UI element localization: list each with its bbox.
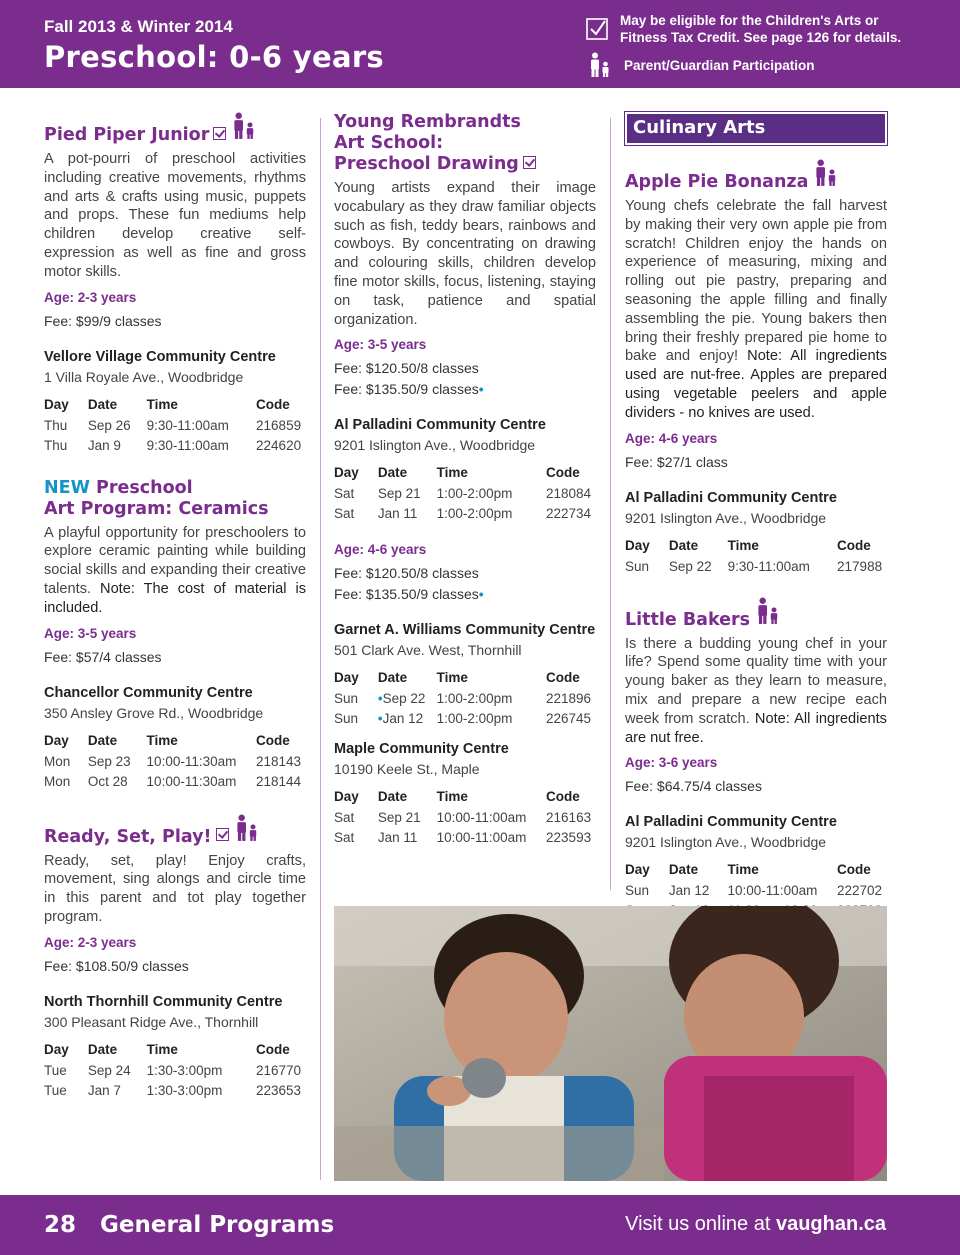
cell-time: 1:00-2:00pm bbox=[436, 486, 513, 502]
age-range: Age: 3-5 years bbox=[44, 625, 137, 641]
venue-address: 10190 Keele St., Maple bbox=[334, 761, 480, 778]
schedule-row bbox=[625, 881, 887, 901]
date-text: Sep 22 bbox=[382, 691, 426, 707]
cell-date: Sep 21 bbox=[377, 486, 421, 502]
schedule-row bbox=[44, 436, 306, 456]
description-text: Is there a budding young chef in your life? Spend some quality time with your young baker as they learn to measure, mix and prepare a new recipe each week from scratch. bbox=[625, 635, 887, 727]
age-range: Age: 2-3 years bbox=[44, 934, 137, 950]
cell-time: 10:00-11:00am bbox=[436, 810, 527, 826]
note-text: Note: All ingredients are nut free. bbox=[625, 710, 887, 746]
schedule-header bbox=[334, 789, 596, 808]
venue-name: Al Palladini Community Centre bbox=[334, 417, 546, 434]
program-little-bakers bbox=[625, 597, 887, 922]
cell-code: 226745 bbox=[546, 711, 592, 727]
program-apple-pie bbox=[625, 159, 887, 577]
schedule-row bbox=[44, 1081, 306, 1101]
program-title-text: Art Program: Ceramics bbox=[44, 498, 269, 519]
schedule-row bbox=[44, 1061, 306, 1081]
cell-day: Sun bbox=[625, 558, 650, 574]
cell-code: 216859 bbox=[256, 417, 302, 433]
cell-code: 222702 bbox=[837, 883, 883, 899]
section-name: General Programs bbox=[100, 1212, 335, 1238]
schedule-row bbox=[334, 709, 596, 729]
cell-time: 1:30-3:00pm bbox=[146, 1062, 223, 1078]
tax-credit-icon bbox=[523, 156, 536, 169]
parent-child-icon bbox=[233, 814, 259, 848]
schedule-table bbox=[44, 1042, 306, 1101]
cell-date: Sep 23 bbox=[87, 753, 131, 769]
photo-illustration bbox=[334, 906, 887, 1181]
website-note bbox=[625, 1213, 886, 1236]
section-heading-culinary: Culinary Arts bbox=[625, 112, 887, 145]
schedule-row bbox=[625, 557, 887, 577]
cell-date: Sep 22 bbox=[668, 558, 712, 574]
parent-child-icon bbox=[230, 112, 256, 146]
cell-date: Jan 9 bbox=[87, 437, 121, 453]
col-code: Code bbox=[546, 670, 580, 686]
parent-child-icon bbox=[812, 159, 838, 193]
cell-time: 10:00-11:00am bbox=[727, 883, 818, 899]
schedule-row bbox=[334, 689, 596, 709]
schedule-header bbox=[334, 465, 596, 484]
page-number: 28 bbox=[44, 1212, 77, 1238]
cell-day: Sat bbox=[334, 506, 355, 522]
cell-time: 9:30-11:00am bbox=[727, 558, 810, 574]
fee bbox=[334, 379, 596, 399]
cell-time: 10:00-11:00am bbox=[436, 830, 527, 846]
col-date: Date bbox=[87, 396, 118, 412]
fee: Fee: $108.50/9 classes bbox=[44, 957, 189, 974]
col-code: Code bbox=[837, 537, 871, 553]
program-young-rembrandts bbox=[334, 112, 596, 848]
cell-code: 218084 bbox=[546, 486, 592, 502]
age-range: Age: 4-6 years bbox=[334, 542, 427, 558]
legend-parent bbox=[586, 52, 926, 78]
col-day: Day bbox=[334, 789, 359, 805]
cell-date bbox=[378, 689, 437, 709]
col-day: Day bbox=[334, 465, 359, 481]
cell-date: Jan 11 bbox=[377, 506, 418, 522]
schedule-row bbox=[44, 416, 306, 436]
program-title bbox=[625, 597, 887, 631]
venue-name: Chancellor Community Centre bbox=[44, 684, 253, 701]
fee-text: Fee: $135.50/9 classes bbox=[334, 381, 479, 398]
col-time: Time bbox=[436, 670, 468, 686]
program-title bbox=[625, 159, 887, 193]
venue-name: Al Palladini Community Centre bbox=[625, 489, 837, 506]
program-title-text: Pied Piper Junior bbox=[44, 125, 210, 145]
cell-code: 223653 bbox=[256, 1082, 302, 1098]
cell-time: 10:00-11:30am bbox=[146, 753, 237, 769]
fee: Fee: $99/9 classes bbox=[44, 312, 162, 329]
venue-name: Garnet A. Williams Community Centre bbox=[334, 622, 596, 639]
cell-date: Sep 24 bbox=[87, 1062, 131, 1078]
column-middle bbox=[334, 112, 596, 848]
cell-code: 223593 bbox=[546, 830, 592, 846]
note-text: Note: The cost of material is included. bbox=[44, 580, 306, 616]
col-date: Date bbox=[377, 789, 408, 805]
venue-address: 350 Ansley Grove Rd., Woodbridge bbox=[44, 704, 264, 721]
schedule-header bbox=[334, 670, 596, 689]
col-day: Day bbox=[334, 670, 359, 686]
fee: Fee: $120.50/8 classes bbox=[334, 360, 479, 377]
tax-credit-icon bbox=[213, 127, 226, 140]
age-range: Age: 3-6 years bbox=[625, 755, 718, 771]
cell-day: Thu bbox=[44, 437, 68, 453]
program-title bbox=[334, 112, 596, 175]
program-pied-piper bbox=[44, 112, 306, 456]
schedule-row bbox=[334, 504, 596, 524]
program-ceramics bbox=[44, 478, 306, 792]
tax-credit-icon bbox=[216, 828, 229, 841]
checkbox-icon bbox=[586, 18, 608, 40]
cell-day: Sun bbox=[625, 883, 650, 899]
cell-code: 222734 bbox=[546, 506, 592, 522]
program-title bbox=[44, 814, 306, 848]
program-description: Young artists expand their image vocabulary as they draw familiar objects such as fish, teddy bears, rainbows and cowboys. By concentrating on drawing and colouring skills, children develop fine motor skills, focus, listening, staying on task, patience and spatial organization. bbox=[334, 180, 596, 328]
cell-time: 10:00-11:30am bbox=[146, 773, 237, 789]
cell-date: Jan 7 bbox=[87, 1082, 121, 1098]
fee: Fee: $120.50/8 classes bbox=[334, 565, 479, 582]
col-day: Day bbox=[44, 396, 69, 412]
col-day: Day bbox=[625, 862, 650, 878]
program-title bbox=[44, 112, 306, 146]
schedule-header bbox=[625, 538, 887, 557]
program-description bbox=[625, 635, 887, 748]
col-date: Date bbox=[668, 862, 699, 878]
cell-day: Sat bbox=[334, 830, 355, 846]
parent-child-icon bbox=[586, 52, 612, 78]
cell-date: Jan 11 bbox=[377, 830, 418, 846]
col-date: Date bbox=[87, 732, 118, 748]
cell-day: Tue bbox=[44, 1082, 67, 1098]
cell-time: 1:30-3:00pm bbox=[146, 1082, 223, 1098]
fee: Fee: $64.75/4 classes bbox=[625, 778, 762, 795]
schedule-row bbox=[334, 808, 596, 828]
column-right bbox=[625, 112, 887, 921]
col-time: Time bbox=[146, 732, 178, 748]
schedule-row bbox=[44, 752, 306, 772]
program-description: A pot-pourri of preschool activities including creative movements, rhythms and arts & crafts using music, puppets and props. These fun mediums help children develop creative self-expression as well as fine and gross motor skills. bbox=[44, 151, 306, 280]
program-description: Ready, set, play! Enjoy crafts, movement, sing alongs and circle time in this parent and tot play together program. bbox=[44, 852, 306, 925]
program-description bbox=[625, 197, 887, 423]
cell-date: Sep 26 bbox=[87, 417, 131, 433]
cell-code: 217988 bbox=[837, 558, 883, 574]
col-day: Day bbox=[625, 537, 650, 553]
cell-day: Sat bbox=[334, 810, 355, 826]
age-range: Age: 3-5 years bbox=[334, 337, 427, 353]
cell-code: 221896 bbox=[546, 691, 592, 707]
fee-text: Fee: $135.50/9 classes bbox=[334, 586, 479, 603]
legend-tax-text: May be eligible for the Children's Arts or Fitness Tax Credit. See page 126 for details. bbox=[620, 13, 902, 45]
column-divider bbox=[610, 118, 611, 890]
website-link[interactable]: vaughan.ca bbox=[775, 1213, 886, 1235]
venue-address: 9201 Islington Ave., Woodbridge bbox=[334, 437, 536, 454]
cell-code: 216770 bbox=[256, 1062, 302, 1078]
cell-code: 218143 bbox=[256, 753, 302, 769]
program-description bbox=[44, 524, 306, 618]
program-title-text: Young Rembrandts bbox=[334, 112, 521, 132]
fee bbox=[334, 584, 596, 604]
cell-date bbox=[378, 709, 437, 729]
schedule-table bbox=[334, 670, 596, 729]
schedule-table bbox=[625, 538, 887, 577]
venue-address: 9201 Islington Ave., Woodbridge bbox=[625, 509, 827, 526]
program-title-text: Art School: bbox=[334, 133, 444, 153]
schedule-table bbox=[44, 733, 306, 792]
schedule-table bbox=[334, 465, 596, 524]
date-text: Jan 12 bbox=[382, 711, 424, 727]
col-code: Code bbox=[256, 396, 290, 412]
col-code: Code bbox=[546, 465, 580, 481]
venue-address: 1 Villa Royale Ave., Woodbridge bbox=[44, 368, 244, 385]
col-time: Time bbox=[436, 789, 468, 805]
legend-parent-text: Parent/Guardian Participation bbox=[624, 57, 815, 73]
age-range: Age: 4-6 years bbox=[625, 430, 718, 446]
fee: Fee: $27/1 class bbox=[625, 453, 728, 470]
bullet-icon: • bbox=[377, 711, 383, 727]
page-footer bbox=[0, 1195, 960, 1255]
col-date: Date bbox=[377, 465, 408, 481]
venue-address: 300 Pleasant Ridge Ave., Thornhill bbox=[44, 1013, 259, 1030]
schedule-table bbox=[44, 397, 306, 456]
cell-time: 1:00-2:00pm bbox=[436, 506, 513, 522]
cell-day: Sun bbox=[334, 711, 359, 727]
venue-name: Maple Community Centre bbox=[334, 741, 509, 758]
venue-address: 501 Clark Ave. West, Thornhill bbox=[334, 642, 522, 659]
col-time: Time bbox=[146, 396, 178, 412]
schedule-header bbox=[44, 397, 306, 416]
page-title: Preschool: 0-6 years bbox=[44, 40, 384, 74]
cell-time: 9:30-11:00am bbox=[146, 417, 229, 433]
col-time: Time bbox=[727, 537, 759, 553]
program-title-text: Little Bakers bbox=[625, 609, 751, 630]
col-time: Time bbox=[727, 862, 759, 878]
cell-code: 218144 bbox=[256, 773, 302, 789]
schedule-table bbox=[334, 789, 596, 848]
column-divider bbox=[320, 118, 321, 1180]
description-text: Young chefs celebrate the fall harvest by making their very own apple pie from scratch! Children enjoy the hands on experience of measuring, mixing and rolling out pie pastry, preparing and seasoning the apple filling and finally assembling the pie. Young bakers then bring their freshly prepared pie home to bake and enjoy! bbox=[625, 198, 887, 365]
cell-time: 1:00-2:00pm bbox=[436, 711, 513, 727]
schedule-header bbox=[625, 862, 887, 881]
cell-day: Sat bbox=[334, 486, 355, 502]
legend bbox=[586, 12, 926, 78]
note-text: Note: All ingredients used are nut-free. Apples are prepared using vegetable peelers and apple dividers - no knives are used. bbox=[625, 348, 887, 421]
column-left bbox=[44, 112, 306, 1101]
venue-name: Vellore Village Community Centre bbox=[44, 348, 276, 365]
cell-time: 9:30-11:00am bbox=[146, 437, 229, 453]
cell-day: Tue bbox=[44, 1062, 67, 1078]
col-day: Day bbox=[44, 1041, 69, 1057]
venue-name: Al Palladini Community Centre bbox=[625, 814, 837, 831]
program-ready-set-play bbox=[44, 814, 306, 1101]
schedule-row bbox=[334, 484, 596, 504]
cell-date: Sep 21 bbox=[377, 810, 421, 826]
cell-day: Mon bbox=[44, 773, 71, 789]
schedule-row bbox=[44, 772, 306, 792]
venue-name: North Thornhill Community Centre bbox=[44, 993, 283, 1010]
col-code: Code bbox=[837, 862, 871, 878]
schedule-header bbox=[44, 733, 306, 752]
description-text: A playful opportunity for preschoolers to explore ceramic painting while building social skills and expanding their creative talents. bbox=[44, 524, 306, 597]
program-title-text: Preschool bbox=[96, 477, 193, 498]
col-date: Date bbox=[87, 1041, 118, 1057]
cell-date: Jan 12 bbox=[668, 883, 710, 899]
program-title-text: Apple Pie Bonanza bbox=[625, 172, 809, 192]
schedule-row bbox=[334, 828, 596, 848]
bullet-icon: • bbox=[478, 586, 484, 603]
venue-address: 9201 Islington Ave., Woodbridge bbox=[625, 834, 827, 851]
new-badge: NEW bbox=[44, 477, 90, 498]
parent-child-icon bbox=[754, 597, 780, 631]
program-title-text: Ready, Set, Play! bbox=[44, 826, 212, 847]
col-code: Code bbox=[546, 789, 580, 805]
page-header bbox=[0, 0, 960, 88]
bullet-icon: • bbox=[478, 381, 484, 398]
cell-day: Sun bbox=[334, 691, 359, 707]
col-code: Code bbox=[256, 1041, 290, 1057]
program-title-text: Preschool Drawing bbox=[334, 154, 519, 174]
program-title bbox=[44, 478, 306, 520]
cell-time: 1:00-2:00pm bbox=[436, 691, 513, 707]
legend-tax-credit bbox=[586, 12, 926, 46]
season-label: Fall 2013 & Winter 2014 bbox=[44, 17, 233, 36]
fee: Fee: $57/4 classes bbox=[44, 648, 162, 665]
visit-text: Visit us online at bbox=[625, 1213, 771, 1235]
children-photo bbox=[334, 906, 887, 1181]
age-range: Age: 2-3 years bbox=[44, 289, 137, 305]
col-date: Date bbox=[377, 670, 408, 686]
col-code: Code bbox=[256, 732, 290, 748]
schedule-header bbox=[44, 1042, 306, 1061]
cell-day: Mon bbox=[44, 753, 71, 769]
col-date: Date bbox=[668, 537, 699, 553]
cell-day: Thu bbox=[44, 417, 68, 433]
bullet-icon: • bbox=[377, 691, 383, 707]
col-day: Day bbox=[44, 732, 69, 748]
cell-code: 224620 bbox=[256, 437, 302, 453]
cell-date: Oct 28 bbox=[87, 773, 128, 789]
col-time: Time bbox=[436, 465, 468, 481]
cell-code: 216163 bbox=[546, 810, 592, 826]
col-time: Time bbox=[146, 1041, 178, 1057]
